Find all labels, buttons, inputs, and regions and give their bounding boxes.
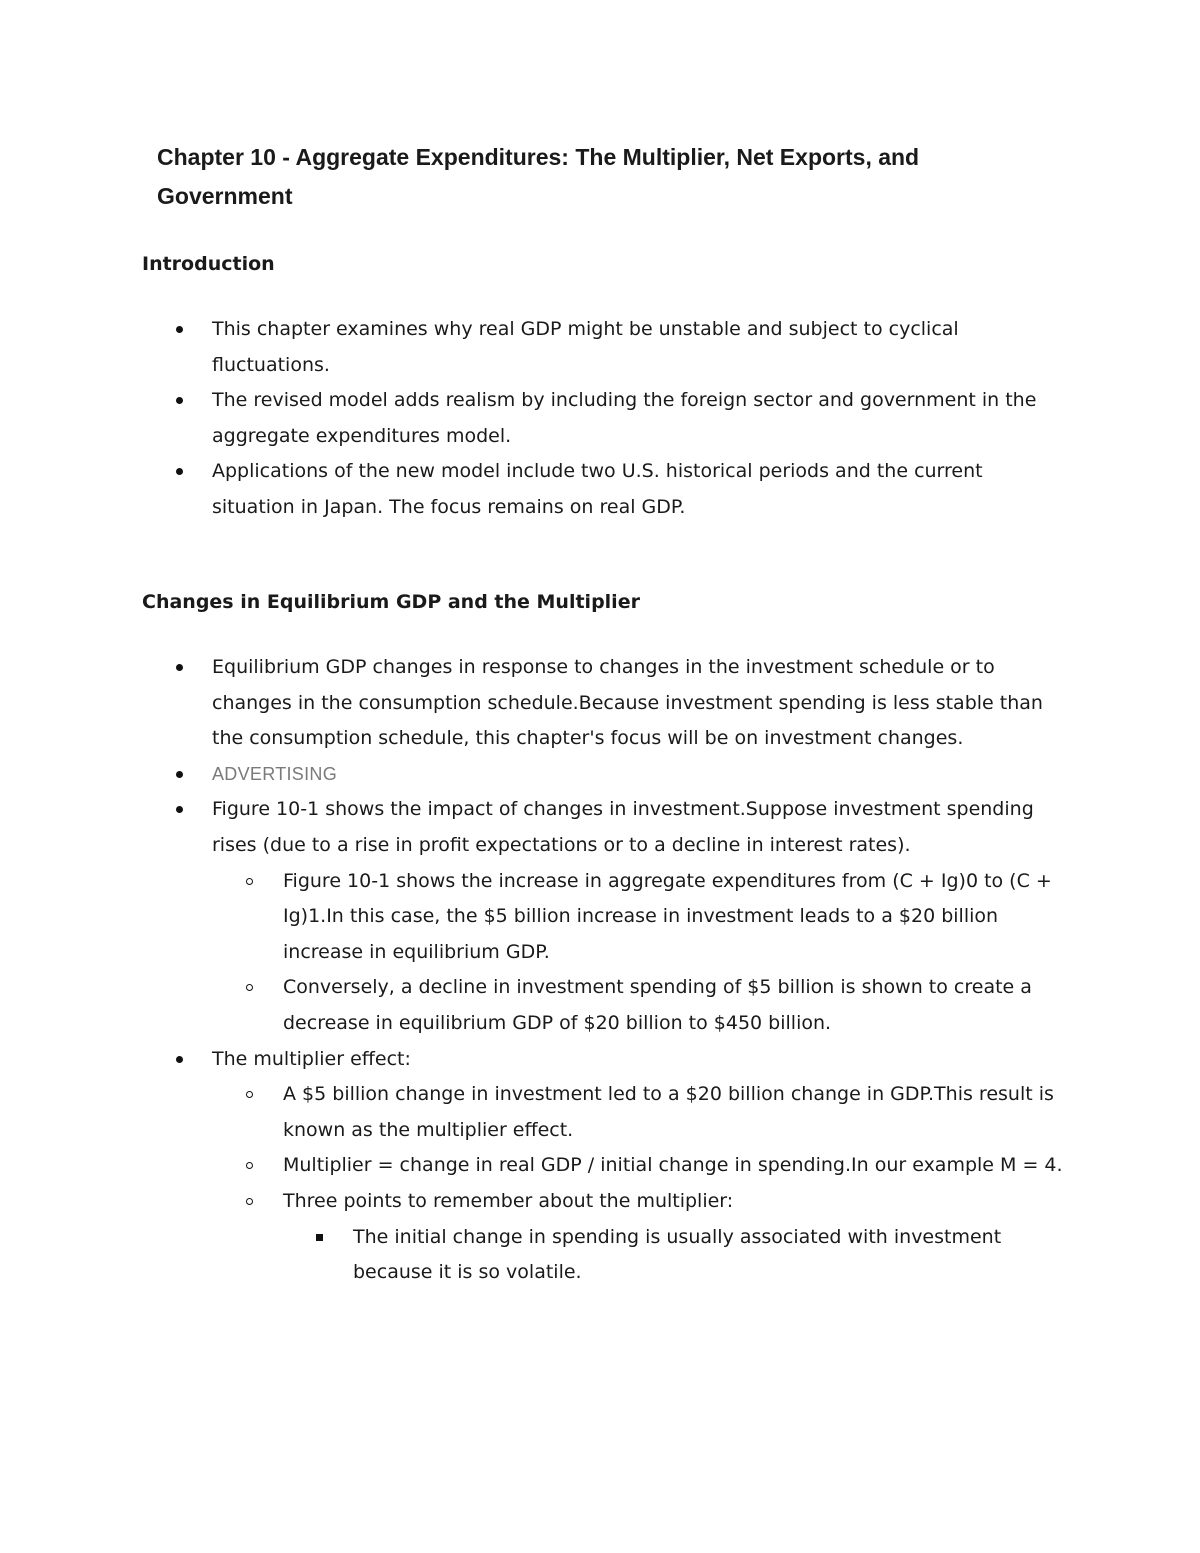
advertising-item (212, 757, 1052, 793)
list-item (212, 312, 1052, 383)
list-item (212, 650, 1052, 757)
list-item (353, 1220, 1053, 1291)
advertising-label: ADVERTISING (212, 763, 337, 784)
filled-circle-bullet-icon (176, 757, 183, 793)
filled-circle-bullet-icon (176, 454, 183, 490)
filled-circle-bullet-icon (176, 1042, 183, 1078)
list-item (212, 454, 1052, 525)
hollow-circle-bullet-icon (246, 1077, 253, 1113)
list-item-text: Applications of the new model include two U.S. historical periods and the current situation in Japan. The focus remains on real GDP. (212, 460, 983, 518)
list-item (212, 1042, 1052, 1078)
list-item-text: Conversely, a decline in investment spending of $5 billion is shown to create a decrease in equilibrium GDP of $20 billion to $450 billion. (283, 976, 1032, 1034)
filled-square-bullet-icon (316, 1220, 323, 1256)
filled-circle-bullet-icon (176, 650, 183, 686)
section-heading-changes-in-equilibrium: Changes in Equilibrium GDP and the Multiplier (142, 591, 640, 613)
list-item (283, 1148, 1073, 1184)
list-item (283, 864, 1073, 971)
list-item-text: Figure 10-1 shows the increase in aggregate expenditures from (C + Ig)0 to (C + Ig)1.In this case, the $5 billion increase in investment leads to a $20 billion increase in equilibrium GDP. (283, 869, 1052, 963)
hollow-circle-bullet-icon (246, 864, 253, 900)
list-item (212, 792, 1052, 863)
list-item (283, 1184, 1073, 1220)
hollow-circle-bullet-icon (246, 1148, 253, 1184)
list-item-text: This chapter examines why real GDP might be unstable and subject to cyclical fluctuations. (212, 318, 959, 376)
filled-circle-bullet-icon (176, 383, 183, 419)
changes-bullet-list (0, 650, 1073, 1291)
filled-circle-bullet-icon (176, 312, 183, 348)
introduction-bullet-list (0, 312, 1052, 526)
list-item-text: Equilibrium GDP changes in response to changes in the investment schedule or to changes in the consumption schedule.Because investment spending is less stable than the consumption schedule, this chapter's focus will be on investment changes. (212, 656, 1043, 750)
list-item-text: Figure 10-1 shows the impact of changes in investment.Suppose investment spending rises (due to a rise in profit expectations or to a decline in interest rates). (212, 798, 1034, 856)
list-item-text: Three points to remember about the multiplier: (283, 1189, 734, 1212)
filled-circle-bullet-icon (176, 792, 183, 828)
list-item (283, 970, 1073, 1041)
hollow-circle-bullet-icon (246, 970, 253, 1006)
list-item-text: The multiplier effect: (212, 1047, 411, 1070)
list-item (212, 383, 1052, 454)
chapter-title: Chapter 10 - Aggregate Expenditures: The Multiplier, Net Exports, and Government (157, 144, 920, 209)
list-item-text: The revised model adds realism by including the foreign sector and government in the aggregate expenditures model. (212, 389, 1037, 447)
section-heading-introduction: Introduction (142, 253, 275, 275)
list-item (283, 1077, 1073, 1148)
hollow-circle-bullet-icon (246, 1184, 253, 1220)
list-item-text: The initial change in spending is usually associated with investment because it is so volatile. (353, 1225, 1002, 1284)
list-item-text: Multiplier = change in real GDP / initial change in spending.In our example M = 4. (283, 1154, 1063, 1177)
list-item-text: A $5 billion change in investment led to a $20 billion change in GDP.This result is known as the multiplier effect. (283, 1083, 1054, 1141)
